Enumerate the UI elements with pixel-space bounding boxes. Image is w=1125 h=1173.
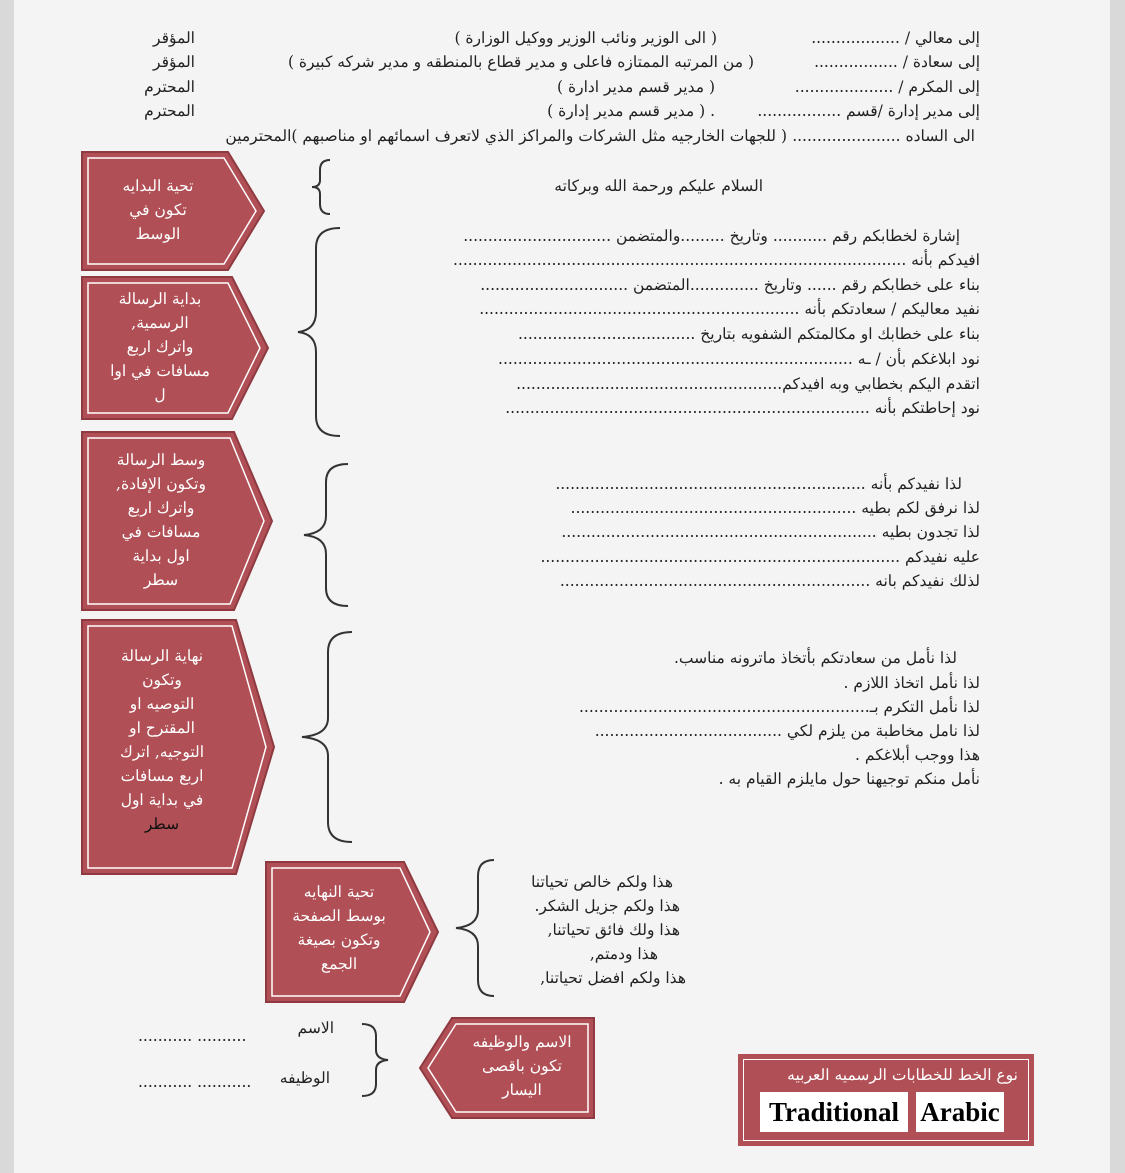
letter-middle-line-2: لذا نرفق لكم بطيه .......................................................... (570, 499, 980, 517)
letter-middle-line-4: عليه نفيدكم ......................................................................... (540, 548, 980, 566)
letter-start-label-line-1: بداية الرسالة (118, 290, 202, 308)
letter-start-line-6: نود ابلاغكم بأن / ـه ........................................................................ (498, 350, 980, 368)
header-row-3-end: المحترم (144, 78, 195, 96)
letter-start-line-7: اتقدم اليكم بخطابي وبه افيدكم...................................................... (516, 375, 980, 393)
letter-end-line-4: لذا نامل مخاطبة من يلزم لكي ...................................... (594, 722, 980, 740)
closing-line-1: هذا ولكم خالص تحياتنا (531, 873, 673, 891)
letter-start-label-box (80, 275, 270, 421)
header-row-5-to: الى الساده ...................... (792, 127, 975, 145)
closing-line-3: هذا ولك فائق تحياتنا, (547, 921, 680, 939)
letter-end-label-line-3: التوصيه او (129, 695, 195, 713)
letter-start-line-2: افيدكم بأنه ............................................................................................ (452, 251, 980, 269)
letter-end-line-2: لذا نأمل اتخاذ اللازم . (843, 674, 980, 692)
font-info-box (738, 1054, 1034, 1146)
letter-start-label-line-3: واترك اربع (126, 338, 194, 356)
closing-label-line-2: بوسط الصفحة (292, 907, 386, 925)
letter-start-line-5: بناء على خطابك او مكالمتكم الشفويه بتاريخ .................................... (517, 325, 980, 343)
letter-end-label-line-5: التوجيه, اترك (119, 743, 205, 761)
header-row-4-desc: . ( مدير قسم مدير إدارة ) (547, 102, 715, 120)
letter-middle-label-line-6: سطر (143, 571, 179, 589)
letter-middle-label-line-2: وتكون الإفادة, (116, 475, 206, 493)
letter-middle-label-line-4: مسافات في (121, 523, 201, 541)
letter-middle-line-3: لذا تجدون بطيه ................................................................ (561, 523, 980, 541)
letter-middle-label-line-3: واترك اربع (127, 499, 195, 517)
letter-end-label-box (80, 618, 276, 876)
signature-job-label: الوظيفه (279, 1069, 330, 1087)
letter-end-line-3: لذا نأمل التكرم بـ........................................................... (579, 698, 980, 716)
greeting-start-brace (310, 158, 334, 216)
header-row-4-to: إلى مدير إدارة /قسم ................. (757, 102, 980, 120)
closing-line-2: هذا ولكم جزيل الشكر. (534, 897, 680, 915)
letter-start-label-line-5: ل (154, 386, 166, 404)
letter-start-line-3: بناء على خطابكم رقم ...... وتاريخ ..............المتضمن .............................. (480, 276, 980, 294)
document-page (14, 0, 1110, 1173)
letter-middle-label-box (80, 430, 274, 612)
letter-start-label-line-4: مسافات في اوا (110, 362, 210, 380)
closing-label-box (264, 860, 440, 1004)
header-row-1-end: المؤقر (153, 29, 195, 47)
letter-start-line-4: نفيد معاليكم / سعادتكم بأنه ................................................................. (479, 300, 980, 318)
letter-end-label-line-6: اربع مسافات (120, 767, 204, 785)
closing-line-5: هذا ولكم افضل تحياتنا, (540, 969, 686, 987)
header-row-2-desc: ( من المرتبه الممتازه فاعلى و مدير قطاع بالمنطقه و مدير شركه كبيرة ) (287, 53, 754, 71)
letter-end-label-line-2: وتكون (142, 671, 182, 689)
letter-end-label-line-7: في بداية اول (120, 791, 204, 809)
letter-middle-brace (300, 462, 352, 608)
letter-end-label-line-4: المقترح او (129, 719, 195, 737)
header-row-2-to: إلى سعادة / ................. (814, 53, 980, 71)
signature-name-label: الاسم (297, 1019, 334, 1037)
signature-label-line-3: اليسار (502, 1081, 542, 1099)
closing-line-4: هذا ودمتم, (589, 945, 658, 963)
letter-middle-label-line-5: اول بداية (132, 547, 190, 565)
header-row-1-to: إلى معالي / .................. (811, 29, 980, 47)
letter-start-label-line-2: الرسمية, (131, 314, 189, 332)
closing-label-line-4: الجمع (320, 955, 358, 973)
letter-start-line-1: إشارة لخطابكم رقم ........... وتاريخ .........والمتضمن .............................. (463, 227, 960, 245)
letter-end-line-6: نأمل منكم توجيهنا حول مايلزم القيام به . (718, 770, 980, 788)
signature-brace (358, 1022, 392, 1098)
letter-start-line-8: نود إحاطتكم بأنه .......................................................................... (505, 399, 980, 417)
signature-label-box (418, 1016, 596, 1120)
font-info-word-arabic: Arabic (916, 1092, 1004, 1132)
letter-middle-line-5: لذلك نفيدكم بانه ............................................................... (559, 572, 980, 590)
font-info-title: نوع الخط للخطابات الرسميه العربيه (787, 1066, 1018, 1084)
header-row-5-desc: ( للجهات الخارجيه مثل الشركات والمراكز الذي لاتعرف اسمائهم او مناصبهم )المحترمين (225, 127, 787, 145)
closing-brace (452, 858, 498, 998)
signature-label-line-1: الاسم والوظيفه (472, 1033, 572, 1051)
greeting-start-label-box (80, 150, 266, 272)
signature-name-dots: ........... .......... (138, 1027, 247, 1045)
signature-job-dots: ........... ........... (138, 1073, 252, 1091)
letter-middle-label-line-1: وسط الرسالة (116, 451, 206, 469)
greeting-start-label-line-3: الوسط (135, 225, 181, 243)
header-row-3-desc: ( مدير قسم مدير ادارة ) (556, 78, 715, 96)
letter-end-line-5: هذا ووجب أبلاغكم . (855, 746, 980, 764)
signature-label-line-2: تكون باقصى (482, 1057, 562, 1075)
closing-label-line-1: تحية النهايه (303, 883, 375, 901)
letter-end-line-1: لذا نأمل من سعادتكم بأتخاذ ماترونه مناسب. (673, 649, 957, 667)
letter-middle-line-1: لذا نفيدكم بأنه ............................................................... (555, 475, 962, 493)
letter-start-brace (294, 226, 344, 438)
header-row-3-to: إلى المكرم / .................... (794, 78, 980, 96)
closing-label-line-3: وتكون بصيغة (297, 931, 381, 949)
letter-end-label-line-1: نهاية الرسالة (120, 647, 204, 665)
letter-end-brace (298, 630, 356, 844)
greeting-start-text: السلام عليكم ورحمة الله وبركاته (554, 177, 763, 195)
letter-end-label-line-8: سطر (144, 815, 180, 833)
header-row-1-desc: ( الى الوزير ونائب الوزير ووكيل الوزارة ) (454, 29, 717, 47)
font-info-word-traditional: Traditional (760, 1092, 908, 1132)
greeting-start-label-line-1: تحية البدايه (122, 177, 194, 195)
header-row-4-end: المحترم (144, 102, 195, 120)
header-row-2-end: المؤقر (153, 53, 195, 71)
greeting-start-label-line-2: تكون في (129, 201, 187, 219)
